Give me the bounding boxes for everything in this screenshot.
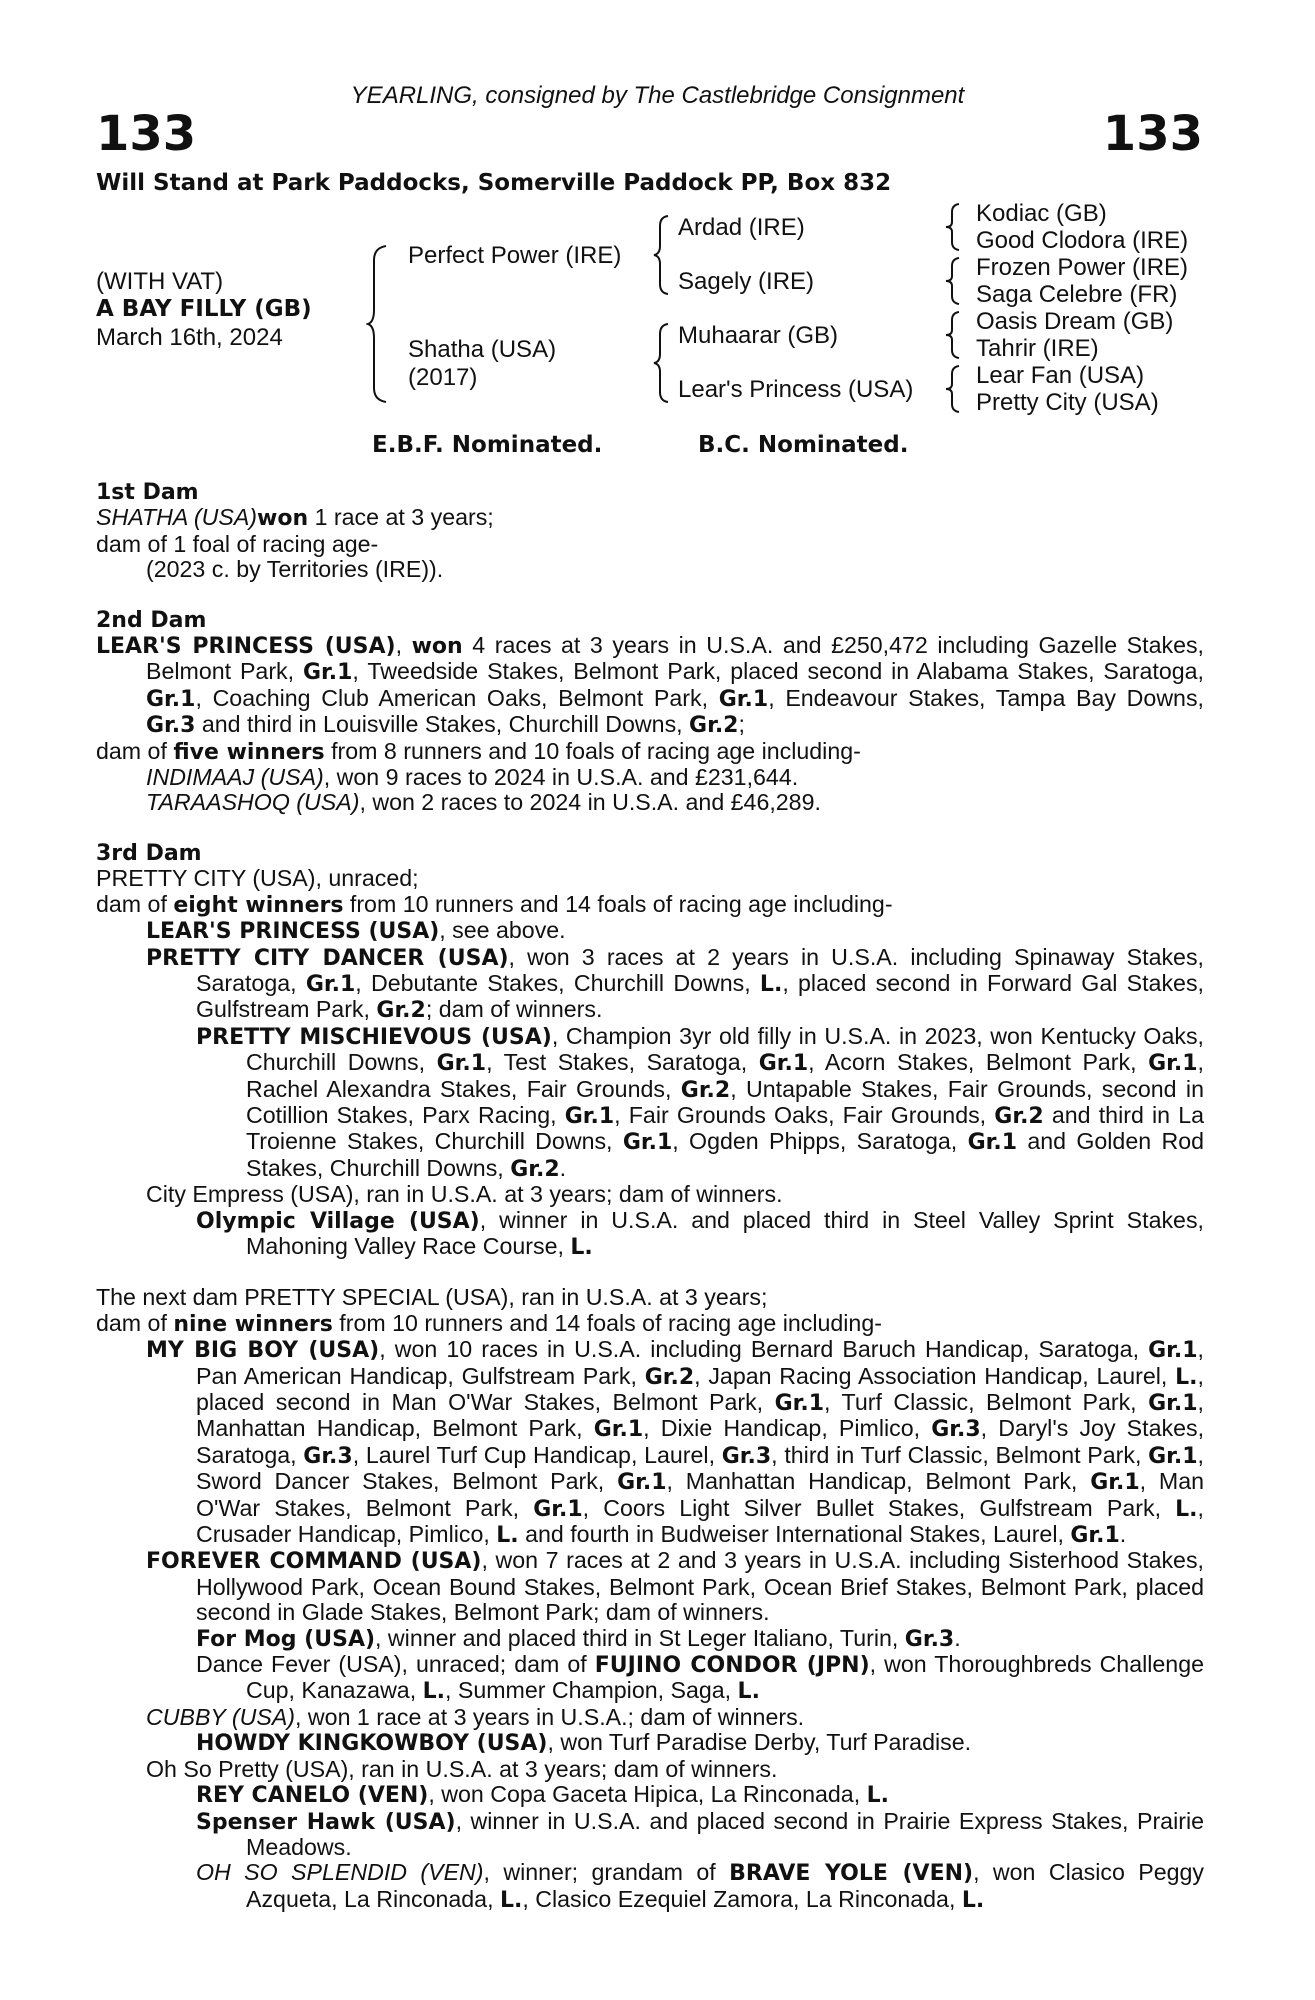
grandsire-3: Oasis Dream (GB) (976, 308, 1174, 335)
progeny-oh-so-splendid: OH SO SPLENDID (VEN), winner; grandam of BRAVE YOLE (VEN), won Clasico Peggy Azqueta, La Rinconada, L., Clasico Ezequiel Zamora, La Rinconada, L. (196, 1859, 1204, 1913)
grandsire-2: Frozen Power (IRE) (976, 254, 1189, 281)
brace-dam (652, 322, 672, 404)
brace-g4 (944, 364, 962, 414)
dam-year: (2017) (408, 364, 478, 391)
vat-note: (WITH VAT) (96, 268, 224, 295)
family-notes (96, 480, 1204, 1913)
brace-main (366, 244, 392, 404)
progeny-pretty-mischievous: PRETTY MISCHIEVOUS (USA), Champion 3yr old filly in U.S.A. in 2023, won Kentucky Oaks, Churchill Downs, Gr.1, Test Stakes, Saratoga, Gr.1, Acorn Stakes, Belmont Park, Gr.1, Rachel Alexandra Stakes, Fair Grounds, Gr.2, Untapable Stakes, Fair Grounds, second in Cotillion Stakes, Parx Racing, Gr.1, Fair Grounds Oaks, Fair Grounds, Gr.2 and third in La Troienne Stakes, Churchill Downs, Gr.1, Ogden Phipps, Saratoga, Gr.1 and Golden Rod Stakes, Churchill Downs, Gr.2. (196, 1022, 1204, 1182)
first-dam-heading: 1st Dam (96, 480, 199, 505)
progeny-indimaaj: INDIMAAJ (USA), won 9 races to 2024 in U.S.A. and £231,644. (146, 764, 799, 791)
dam-dam: Lear's Princess (USA) (678, 376, 914, 403)
dam: Shatha (USA) (408, 336, 557, 363)
next-dam-record: The next dam PRETTY SPECIAL (USA), ran in U.S.A. at 3 years; (96, 1284, 768, 1311)
progeny-spenser-hawk: Spenser Hawk (USA), winner in U.S.A. and placed second in Prairie Express Stakes, Prairie Meadows. (196, 1807, 1204, 1860)
brace-sire (652, 214, 672, 296)
brace-g1 (944, 202, 962, 252)
progeny-pretty-city-dancer: PRETTY CITY DANCER (USA), won 3 races at 2 years in U.S.A. including Spinaway Stakes, Saratoga, Gr.1, Debutante Stakes, Churchill Downs, L., placed second in Forward Gal Stakes, Gulfstream Park, Gr.2; dam of winners. (146, 943, 1204, 1024)
third-dam-heading: 3rd Dam (96, 840, 202, 866)
lot-name: A BAY FILLY (GB) (96, 296, 312, 322)
progeny-city-empress: City Empress (USA), ran in U.S.A. at 3 years; dam of winners. (146, 1181, 783, 1208)
progeny-lears-princess: LEAR'S PRINCESS (USA), see above. (146, 917, 566, 945)
granddam-3: Tahrir (IRE) (976, 335, 1099, 362)
second-dam-produce: dam of five winners from 8 runners and 10 foals of racing age including- (96, 737, 861, 765)
first-dam-record: SHATHA (USA)won 1 race at 3 years; (96, 504, 494, 532)
progeny-dance-fever: Dance Fever (USA), unraced; dam of FUJINO CONDOR (JPN), won Thoroughbreds Challenge Cup, Kanazawa, L., Summer Champion, Saga, L. (196, 1651, 1204, 1705)
lot-number-left: 133 (96, 106, 197, 162)
granddam-1: Good Clodora (IRE) (976, 227, 1189, 254)
progeny-cubby: CUBBY (USA), won 1 race at 3 years in U.S.A.; dam of winners. (146, 1703, 805, 1730)
foaling-date: March 16th, 2024 (96, 324, 283, 351)
lot-number-right: 133 (1102, 106, 1203, 162)
dam-sire: Muhaarar (GB) (678, 322, 839, 349)
sire-sire: Ardad (IRE) (678, 214, 805, 241)
progeny-oh-so-pretty: Oh So Pretty (USA), ran in U.S.A. at 3 years; dam of winners. (146, 1755, 778, 1782)
progeny-olympic-village: Olympic Village (USA), winner in U.S.A. and placed third in Steel Valley Sprint Stakes, Mahoning Valley Race Course, L. (196, 1206, 1204, 1260)
grandsire-1: Kodiac (GB) (976, 200, 1107, 227)
second-dam-heading: 2nd Dam (96, 607, 207, 633)
next-dam-produce: dam of nine winners from 10 runners and 14 foals of racing age including- (96, 1309, 882, 1337)
brace-g3 (944, 310, 962, 360)
progeny-taraashoq: TARAASHOQ (USA), won 2 races to 2024 in U.S.A. and £46,289. (146, 789, 821, 816)
brace-g2 (944, 256, 962, 306)
grandsire-4: Lear Fan (USA) (976, 362, 1145, 389)
second-dam-record: LEAR'S PRINCESS (USA), won 4 races at 3 years in U.S.A. and £250,472 including Gazelle Stakes, Belmont Park, Gr.1, Tweedside Stakes, Belmont Park, placed second in Alabama Stakes, Saratoga, Gr.1, Coaching Club American Oaks, Belmont Park, Gr.1, Endeavour Stakes, Tampa Bay Downs, Gr.3 and third in Louisville Stakes, Churchill Downs, Gr.2; (96, 632, 1205, 739)
third-dam-record: PRETTY CITY (USA), unraced; (96, 865, 419, 892)
granddam-4: Pretty City (USA) (976, 389, 1159, 416)
consignment-line: YEARLING, consigned by The Castlebridge Consignment (350, 82, 965, 109)
third-dam-produce: dam of eight winners from 10 runners and 14 foals of racing age including- (96, 890, 893, 918)
bc-nominated: B.C. Nominated. (698, 432, 909, 458)
first-dam-produce: dam of 1 foal of racing age- (96, 530, 379, 557)
progeny-for-mog: For Mog (USA), winner and placed third in St Leger Italiano, Turin, Gr.3. (196, 1624, 961, 1652)
stand-location: Will Stand at Park Paddocks, Somerville Paddock PP, Box 832 (96, 170, 892, 196)
sire: Perfect Power (IRE) (408, 242, 622, 269)
ebf-nominated: E.B.F. Nominated. (372, 432, 603, 458)
progeny-my-big-boy: MY BIG BOY (USA), won 10 races in U.S.A. including Bernard Baruch Handicap, Saratoga, Gr.1, Pan American Handicap, Gulfstream Park, Gr.2, Japan Racing Association Handicap, Laurel, L., placed second in Man O'War Stakes, Belmont Park, Gr.1, Turf Classic, Belmont Park, Gr.1, Manhattan Handicap, Belmont Park, Gr.1, Dixie Handicap, Pimlico, Gr.3, Daryl's Joy Stakes, Saratoga, Gr.3, Laurel Turf Cup Handicap, Laurel, Gr.3, third in Turf Classic, Belmont Park, Gr.1, Sword Dancer Stakes, Belmont Park, Gr.1, Manhattan Handicap, Belmont Park, Gr.1, Man O'War Stakes, Belmont Park, Gr.1, Coors Light Silver Bullet Stakes, Gulfstream Park, L., Crusader Handicap, Pimlico, L. and fourth in Budweiser International Stakes, Laurel, Gr.1. (146, 1336, 1205, 1549)
first-dam-foal: (2023 c. by Territories (IRE)). (146, 556, 444, 583)
sire-dam: Sagely (IRE) (678, 268, 815, 295)
granddam-2: Saga Celebre (FR) (976, 281, 1178, 308)
progeny-howdy-kingkowboy: HOWDY KINGKOWBOY (USA), won Turf Paradise Derby, Turf Paradise. (196, 1729, 972, 1757)
progeny-forever-command: FOREVER COMMAND (USA), won 7 races at 2 and 3 years in U.S.A. including Sisterhood Stakes, Hollywood Park, Ocean Bound Stakes, Belmont Park, Ocean Brief Stakes, Belmont Park, placed second in Glade Stakes, Belmont Park; dam of winners. (146, 1547, 1204, 1626)
progeny-rey-canelo: REY CANELO (VEN), won Copa Gaceta Hipica, La Rinconada, L. (196, 1781, 889, 1809)
